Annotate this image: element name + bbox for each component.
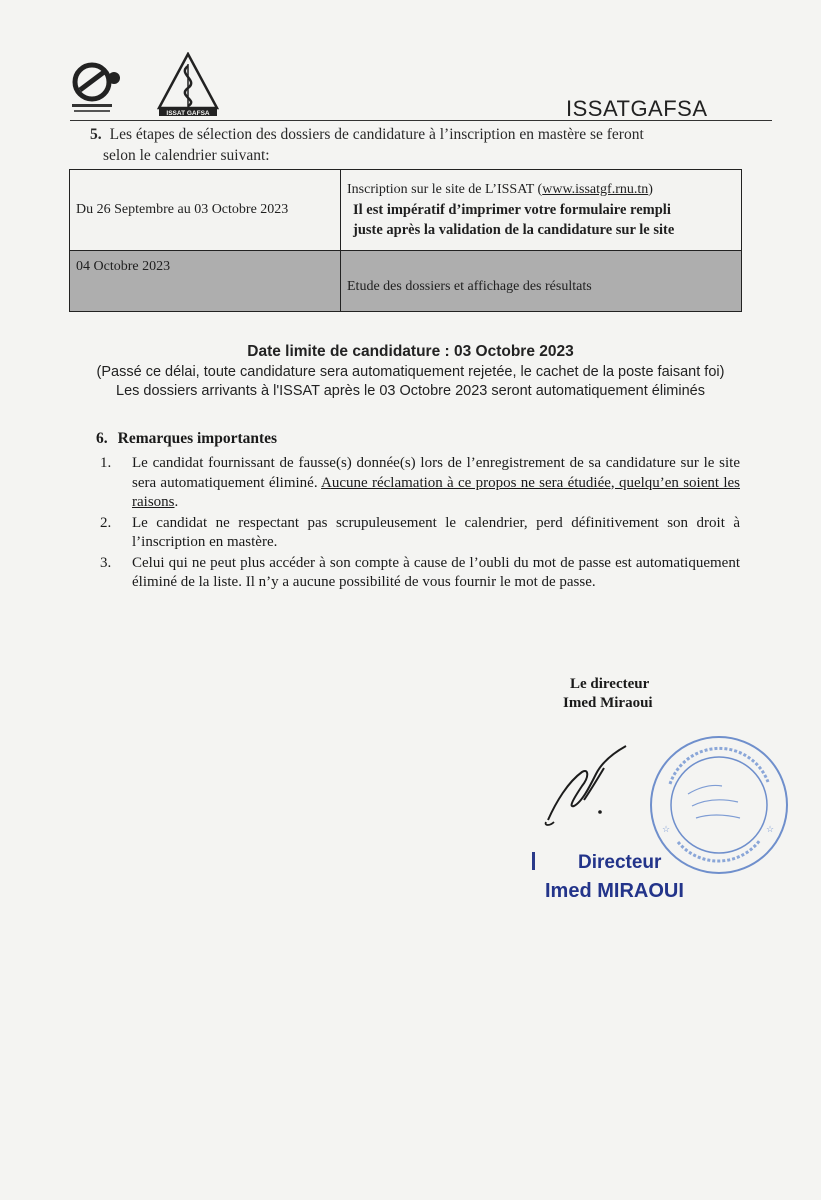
stamp-director-name: Imed MIRAOUI bbox=[545, 880, 684, 902]
svg-text:☆: ☆ bbox=[766, 824, 775, 834]
brand-header: ISSATGAFSA bbox=[566, 96, 708, 121]
list-item-number: 1. bbox=[100, 455, 112, 471]
signatory-name: Imed Miraoui bbox=[563, 695, 653, 711]
calendar-date-cell: Du 26 Septembre au 03 Octobre 2023 bbox=[70, 170, 341, 251]
section-6-number: 6. bbox=[96, 430, 108, 447]
deadline-note-2: Les dossiers arrivants à l'ISSAT après le 03 Octobre 2023 seront automatiquement éliminés bbox=[116, 383, 705, 399]
university-gafsa-logo-icon bbox=[62, 60, 130, 120]
section-5-line-2: selon le calendrier suivant: bbox=[103, 147, 270, 164]
handwritten-signature-icon bbox=[538, 742, 638, 842]
list-item-number: 2. bbox=[100, 514, 112, 531]
calendar-description-cell: Etude des dossiers et affichage des résultats bbox=[341, 251, 742, 312]
important-note-line-1: Il est impératif d’imprimer votre formulaire rempli bbox=[353, 202, 671, 218]
issat-gafsa-logo-icon bbox=[155, 52, 221, 118]
remark-underlined-text: Aucune réclamation à ce propos ne sera étudiée, quelqu’en soient les raisons bbox=[132, 474, 740, 510]
section-6-title: Remarques importantes bbox=[117, 430, 278, 447]
stamp-director-label: Directeur bbox=[578, 852, 662, 873]
remark-end: . bbox=[174, 494, 179, 510]
table-row bbox=[70, 170, 742, 251]
remark-text: Celui qui ne peut plus accéder à son compte à cause de l’oubli du mot de passe est automatiquement éliminé de la liste. Il n’y a aucune possibilité de vous fournir le mot de passe. bbox=[132, 554, 740, 590]
signatory-title: Le directeur bbox=[570, 676, 650, 692]
svg-text:☆: ☆ bbox=[662, 824, 671, 834]
list-item bbox=[90, 514, 740, 553]
remarks-list bbox=[90, 454, 740, 594]
registration-text-close: ) bbox=[648, 182, 653, 197]
remark-text: Le candidat fournissant de fausse(s) donnée(s) lors de l’enregistrement de sa candidature sur le site sera automatiquement éliminé. bbox=[132, 455, 740, 491]
calendar-description-cell bbox=[341, 170, 742, 251]
website-link[interactable]: www.issatgf.rnu.tn bbox=[542, 182, 649, 197]
list-item bbox=[90, 554, 740, 593]
section-5-line-1: Les étapes de sélection des dossiers de candidature à l’inscription en mastère se feront bbox=[109, 126, 644, 143]
official-stamp-icon bbox=[648, 734, 790, 876]
stamp-bracket bbox=[532, 852, 535, 870]
list-item bbox=[90, 454, 740, 513]
header-divider bbox=[70, 120, 772, 121]
registration-text: Inscription sur le site de L’ISSAT ( bbox=[347, 182, 543, 197]
table-row bbox=[70, 251, 742, 312]
important-note-line-2: juste après la validation de la candidature sur le site bbox=[353, 222, 675, 238]
section-5-intro bbox=[90, 124, 750, 166]
calendar-date-cell: 04 Octobre 2023 bbox=[70, 251, 341, 312]
section-5-number: 5. bbox=[90, 126, 102, 143]
calendar-table bbox=[69, 169, 742, 312]
issat-logo-text: ISSAT GAFSA bbox=[166, 110, 210, 117]
section-6-heading bbox=[96, 430, 277, 448]
deadline-title: Date limite de candidature : 03 Octobre 2023 bbox=[247, 343, 574, 360]
list-item-number: 3. bbox=[100, 554, 112, 571]
deadline-note: (Passé ce délai, toute candidature sera automatiquement rejetée, le cachet de la poste faisant foi) bbox=[96, 364, 725, 380]
remark-text: Le candidat ne respectant pas scrupuleusement le calendrier, perd définitivement son droit à l’inscription en mastère. bbox=[132, 514, 740, 550]
